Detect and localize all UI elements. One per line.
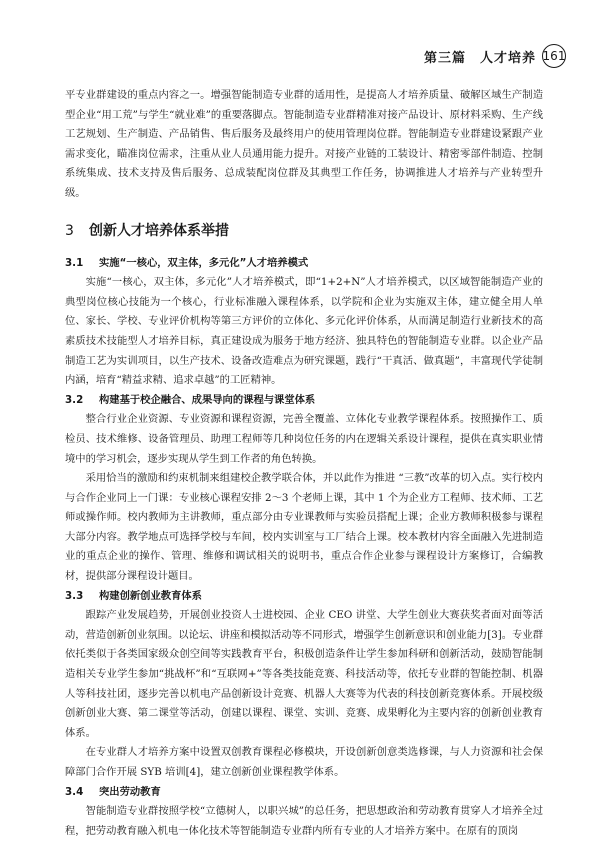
page-header (424, 44, 566, 68)
running-title: 第三篇 人才培养 (423, 50, 536, 66)
subsection-title: 构建基于校企融合、成果导向的课程与课堂体系 (99, 393, 316, 406)
subsection-title: 突出劳动教育 (99, 785, 161, 798)
subsection-number: 3.4 (65, 785, 84, 798)
body-paragraph: 整合行业企业资源、专业资源和课程资源，完善全覆盖、立体化专业教学课程体系。按照操作工、质检员、技术维修、设备管理员、助理工程师等几种岗位任务的内在逻辑关系设计课程，提供在真实职业情境中的学习机会，逐步实现从学生到工作者的角色转换。 (65, 413, 543, 465)
intro-paragraph: 平专业群建设的重点内容之一。增强智能制造专业群的适用性，是提高人才培养质量、破解区域生产制造型企业“用工荒”与学生“就业难”的重要落脚点。智能制造专业群精准对接产品设计、原材料采购、生产线工艺规划、生产制造、产品销售、售后服务及最终用户的使用管理岗位群。智能制造专业群建设紧跟产业需求变化，瞄准岗位需求，注重从业人员通用能力提升。对接产业链的工装设计、精密零部件制造、控制系统集成、技术支持及售后服务、总成装配岗位群及其典型工作任务，协调推进人才培养与产业转型升级。 (65, 89, 543, 199)
section-title: 创新人才培养体系举措 (89, 222, 229, 239)
subsection-heading (65, 587, 543, 607)
body-paragraph: 采用恰当的激励和约束机制来组建校企教学联合体，并以此作为推进 “三教”改革的切入点。实行校内与合作企业同上一门课：专业核心课程安排 2～3 个老师上课，其中 1 个为企业方工程师、技术师、工艺师或操作师。校内教师为主讲教师，重点部分由专业课教师与实验员搭配上课；企业方教师积极参与课程大部分内容。教学地点可选择学校与车间，校内实训室与工厂结合上课。校本教材内容全面融入先进制造业的重点企业的操作、管理、维修和调试相关的说明书，重点合作企业参与课程设计方案修订，合编教材，提供部分课程设计题目。 (65, 472, 543, 583)
section-heading (65, 220, 543, 240)
section-number: 3 (65, 222, 74, 239)
body-paragraph: 跟踪产业发展趋势，开展创业投资人士进校园、企业 CEO 讲堂、大学生创业大赛获奖者面对面等活动，营造创新创业氛围。以论坛、讲座和模拟活动等不同形式，增强学生创新意识和创业能力[3]。专业群依托类似于各类国家级众创空间等实践教育平台，积极创造条件让学生参加科研和创新活动，鼓励智能制造相关专业学生参加“挑战杯”和“互联网+”等各类技能竞赛、科技活动等，依托专业群的智能控制、机器人等科技社团，逐步完善以机电产品创新设计竞赛、机器人大赛等为代表的科技创新竞赛体系。开展校级创新创业大赛、第二课堂等活动，创建以课程、课堂、实训、竞赛、成果孵化为主要内容的创新创业教育体系。 (65, 609, 543, 739)
page-number: 161 (542, 44, 566, 68)
body-paragraph: 在专业群人才培养方案中设置双创教育课程必修模块，开设创新创意类选修课，与人力资源和社会保障部门合作开展 SYB 培训[4]，建立创新创业课程教学体系。 (65, 746, 543, 778)
subsection-heading (65, 254, 543, 274)
body-paragraph: 智能制造专业群按照学校“立德树人，以职兴城”的总任务，把思想政治和劳动教育贯穿人才培养全过程，把劳动教育融入机电一体化技术等智能制造专业群内所有专业的人才培养方案中。在原有的顶岗 (65, 805, 543, 837)
subsection-number: 3.2 (65, 393, 84, 406)
subsection-number: 3.3 (65, 589, 84, 602)
subsection-title: 实施“一核心，双主体，多元化”人才培养模式 (99, 256, 309, 269)
body-paragraph: 实施“一核心，双主体，多元化”人才培养模式，即“1+2+N”人才培养模式，以区域智能制造产业的典型岗位核心技能为一个核心，行业标准融入课程体系，以学院和企业为实施双主体，建立健全用人单位、家长、学校、专业评价机构等第三方评价的立体化、多元化评价体系，从而满足制造行业新技术的高素质技术技能型人才培养目标，真正建设成为服务于地方经济、独具特色的智能制造专业群。以企业产品制造工艺为实训项目，以生产技术、设备改造难点为研究课题，践行“干真活、做真题”，丰富现代学徒制内涵，培育“精益求精、追求卓越”的工匠精神。 (65, 276, 543, 387)
subsection-title: 构建创新创业教育体系 (99, 589, 202, 602)
page-body (65, 86, 543, 841)
subsection-number: 3.1 (65, 256, 84, 269)
subsection-heading (65, 391, 543, 411)
subsection-heading (65, 783, 543, 803)
